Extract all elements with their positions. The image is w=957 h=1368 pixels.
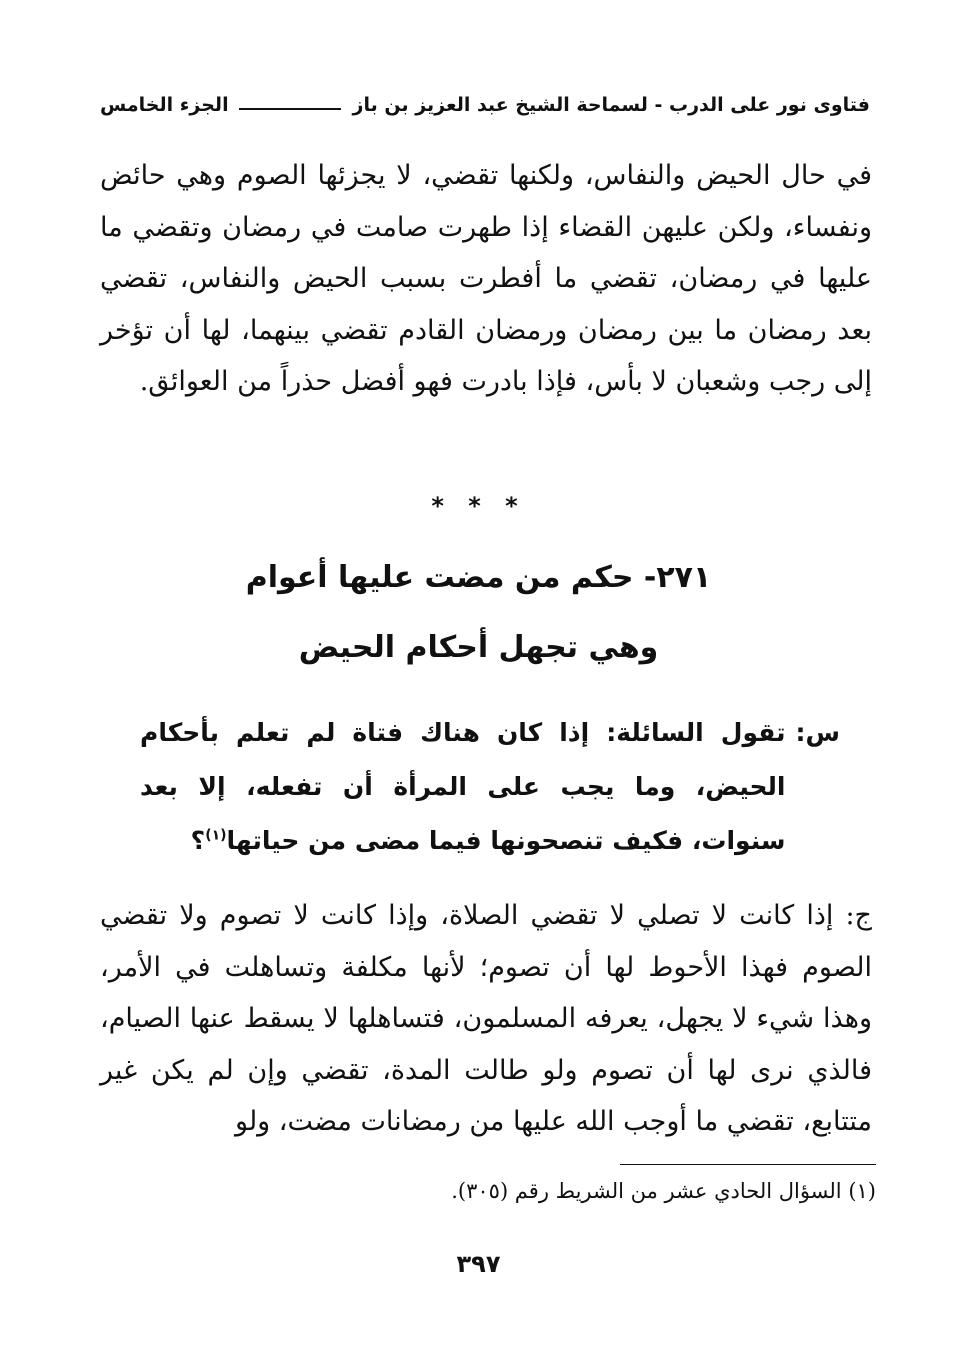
question-text-wrapper — [140, 706, 786, 868]
question-text: تقول السائلة: إذا كان هناك فتاة لم تعلم بأحكام الحيض، وما يجب على المرأة أن تفعله، إلا بعد سنوات، فكيف تنصحونها فيما مضى من حياتها — [140, 718, 786, 855]
footnote-divider — [620, 1164, 876, 1165]
fatwa-title-line-2: وهي تجهل أحكام الحيض — [298, 630, 659, 665]
running-header — [100, 88, 870, 122]
section-separator: * * * — [431, 492, 526, 520]
header-rule — [239, 108, 341, 110]
fatwa-title-line-1: ٢٧١- حكم من مضت عليها أعوام — [245, 560, 712, 595]
footnote-reference[interactable]: (١) — [205, 827, 227, 844]
paragraph-continuation: في حال الحيض والنفاس، ولكنها تقضي، لا يجزئها الصوم وهي حائض ونفساء، ولكن عليهن القضاء إذا طهرت صامت في رمضان وتقضي ما عليها في رمضان، تقضي ما أفطرت بسبب الحيض والنفاس، تقضي بعد رمضان ما بين رمضان ورمضان القادم تقضي بينهما، لها أن تؤخر إلى رجب وشعبان لا بأس، فإذا بادرت فهو أفضل حذراً من العوائق. — [100, 160, 872, 397]
footnote: (١) السؤال الحادي عشر من الشريط رقم (٣٠٥). — [451, 1179, 876, 1203]
answer-paragraph: ج: إذا كانت لا تصلي لا تقضي الصلاة، وإذا كانت لا تصوم ولا تقضي الصوم فهذا الأحوط لها أن تصوم؛ لأنها مكلفة وتساهلت في الأمر، وهذا شيء لا يجهل، يعرفه المسلمون، فتساهلها لا يسقط عنها الصيام، فالذي نرى لها أن تصوم ولو طالت المدة، تقضي وإن لم يكن غير متتابع، تقضي ما أوجب الله عليها من رمضانات مضت، ولو — [100, 900, 872, 1137]
header-volume: الجزء الخامس — [100, 94, 229, 116]
question-prefix: س: — [795, 718, 840, 747]
page-number: ٣٩٧ — [456, 1250, 501, 1278]
question-block — [140, 706, 840, 868]
question-end-mark: ؟ — [190, 826, 206, 855]
header-book-title: فتاوى نور على الدرب - لسماحة الشيخ عبد العزيز بن باز — [352, 94, 870, 116]
